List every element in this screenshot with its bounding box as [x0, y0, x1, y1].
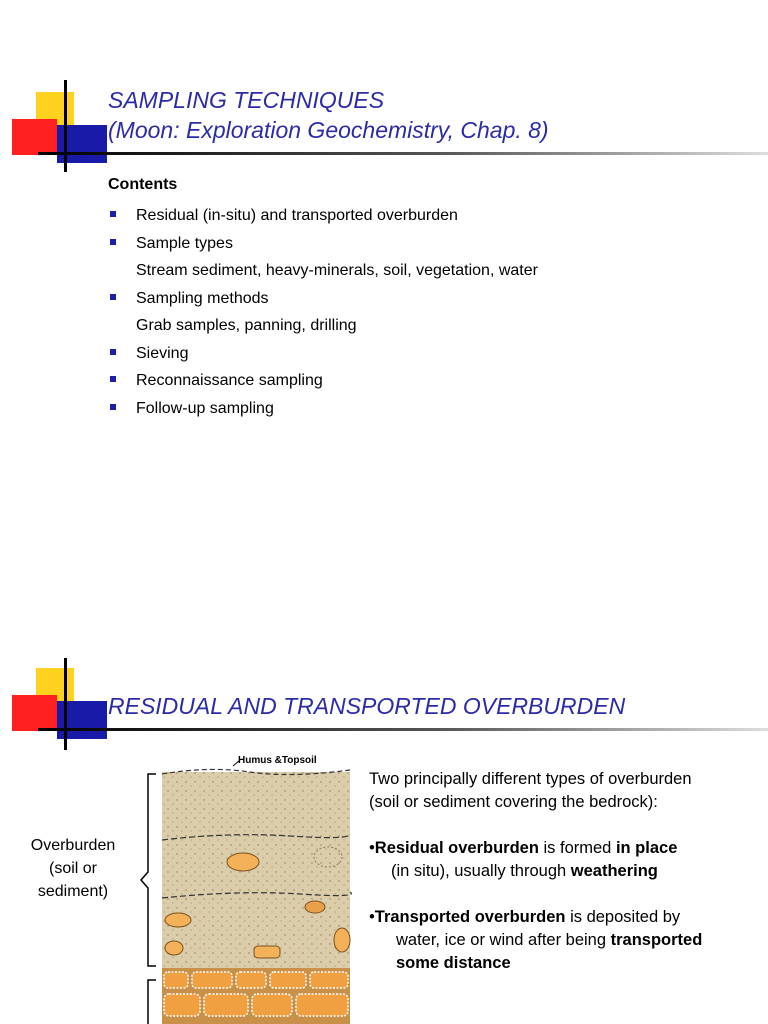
overburden-label-line2: (soil or	[48, 860, 97, 877]
slide-title: RESIDUAL AND TRANSPORTED OVERBURDEN	[108, 693, 626, 719]
slide-title-line2: (Moon: Exploration Geochemistry, Chap. 8)	[108, 117, 549, 143]
residual-line2-text: (in situ), usually through	[391, 862, 571, 880]
transported-line2	[396, 929, 702, 952]
transported-line2-text: water, ice or wind after being	[396, 931, 611, 949]
soil-profile-diagram	[130, 752, 355, 1024]
contents-heading: Contents	[108, 176, 178, 193]
pebble	[165, 941, 183, 955]
overburden-label-line3: sediment)	[37, 883, 109, 900]
residual-line1	[369, 837, 677, 860]
title-underline	[38, 152, 768, 155]
transported-mid: is deposited by	[565, 908, 681, 926]
bedrock-blocks	[164, 972, 348, 1016]
list-subitem	[108, 312, 538, 340]
title-underline	[38, 728, 768, 731]
list-item	[108, 285, 538, 313]
residual-line2	[391, 860, 658, 883]
slide-title-line1: SAMPLING TECHNIQUES	[108, 87, 385, 113]
square-bullet-icon	[110, 239, 116, 245]
transported-line3-emph: some distance	[396, 954, 511, 972]
list-item-text: Grab samples, panning, drilling	[136, 317, 357, 334]
pebble	[305, 901, 325, 913]
residual-term: Residual overburden	[374, 839, 539, 857]
square-bullet-icon	[110, 294, 116, 300]
transported-line2-emph: transported	[610, 931, 703, 949]
decoration-red-square	[12, 695, 57, 731]
square-bullet-icon	[110, 404, 116, 410]
decoration-vertical-line	[64, 658, 67, 750]
list-item	[108, 230, 538, 258]
slide-residual-transported	[0, 512, 768, 1024]
pebble	[227, 853, 259, 871]
list-item	[108, 367, 538, 395]
transported-line3	[396, 952, 511, 975]
residual-line2-emph: weathering	[570, 862, 658, 880]
list-item-text: Reconnaissance sampling	[136, 372, 323, 389]
soil-texture	[162, 772, 350, 968]
pebble	[334, 928, 350, 952]
list-item-text: Residual (in-situ) and transported overburden	[136, 207, 458, 224]
list-item	[108, 395, 538, 423]
residual-emph: in place	[615, 839, 678, 857]
list-subitem	[108, 257, 538, 285]
humus-topsoil-label: Humus &Topsoil	[238, 755, 317, 766]
decoration-vertical-line	[64, 80, 67, 172]
list-item-text: Sample types	[136, 234, 233, 252]
square-bullet-icon	[110, 211, 116, 217]
transported-term: Transported overburden	[374, 908, 566, 926]
list-item	[108, 340, 538, 368]
bullet-dot: •	[369, 839, 375, 857]
overburden-bracket	[141, 774, 156, 966]
list-item-text: Sampling methods	[136, 289, 269, 307]
list-item-text: Stream sediment, heavy-minerals, soil, vegetation, water	[136, 262, 538, 279]
intro-line1: Two principally different types of overburden	[369, 770, 692, 788]
list-item-text: Follow-up sampling	[136, 399, 274, 417]
square-bullet-icon	[110, 376, 116, 382]
pebble	[254, 946, 280, 958]
overburden-label-line1: Overburden	[30, 837, 116, 854]
intro-line2: (soil or sediment covering the bedrock):	[369, 793, 658, 811]
bullet-dot: •	[369, 908, 375, 926]
contents-list	[108, 202, 538, 422]
square-bullet-icon	[110, 349, 116, 355]
pebble	[165, 913, 191, 927]
overburden-label	[18, 834, 128, 903]
bedrock-bracket	[148, 980, 156, 1024]
list-item	[108, 202, 538, 230]
transported-line1	[369, 906, 680, 929]
list-item-text: Sieving	[136, 344, 189, 362]
residual-mid: is formed	[538, 839, 616, 857]
decoration-red-square	[12, 119, 57, 155]
